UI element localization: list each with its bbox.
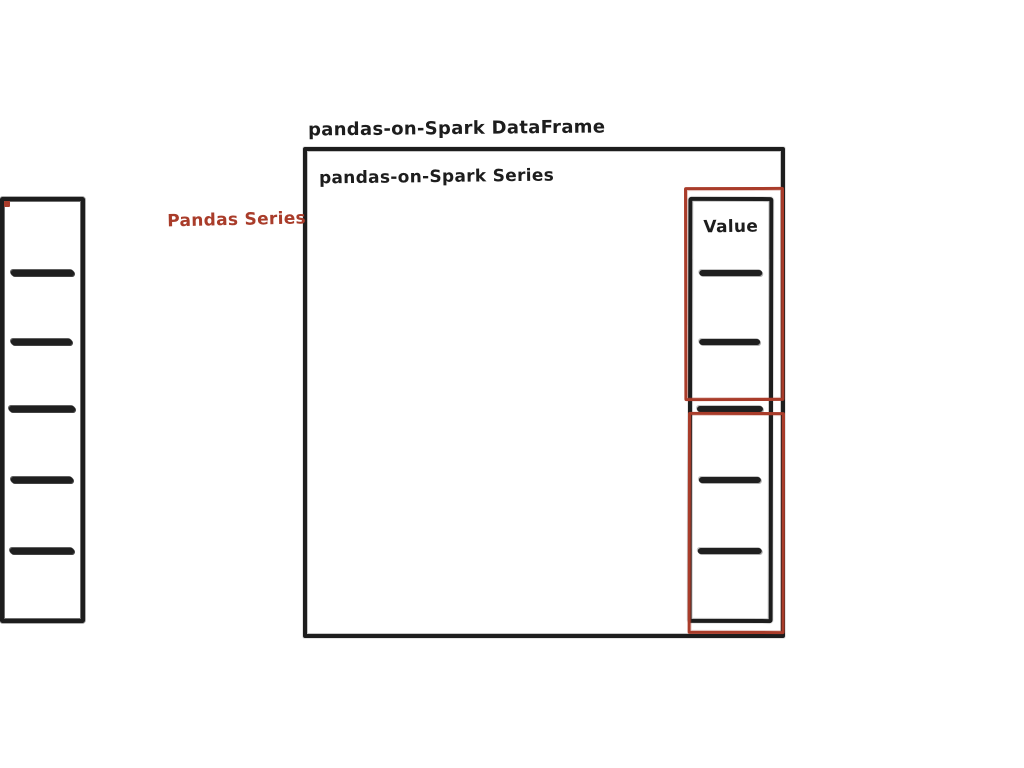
row-mark <box>697 406 763 412</box>
row-mark <box>11 339 72 345</box>
dataframe-title: pandas-on-Spark DataFrame <box>307 116 606 141</box>
dataframe-column <box>688 197 774 623</box>
row-mark <box>699 270 762 276</box>
row-mark <box>11 270 74 276</box>
pandas-series-overlay-upper <box>4 201 10 207</box>
pandas-series-label: Pandas Series <box>167 208 307 232</box>
row-mark <box>699 477 761 483</box>
row-mark <box>698 548 762 554</box>
row-mark <box>9 406 75 412</box>
pandas-series-overlay-lower <box>4 201 10 207</box>
row-mark <box>699 339 760 345</box>
row-mark <box>10 548 74 554</box>
dataframe-column <box>0 197 85 623</box>
pandas-on-spark-series-label: pandas-on-Spark Series <box>318 165 555 189</box>
row-mark <box>11 477 73 483</box>
pandas-series-overlay-lower <box>688 412 785 634</box>
column-value-header: Value <box>703 216 759 238</box>
